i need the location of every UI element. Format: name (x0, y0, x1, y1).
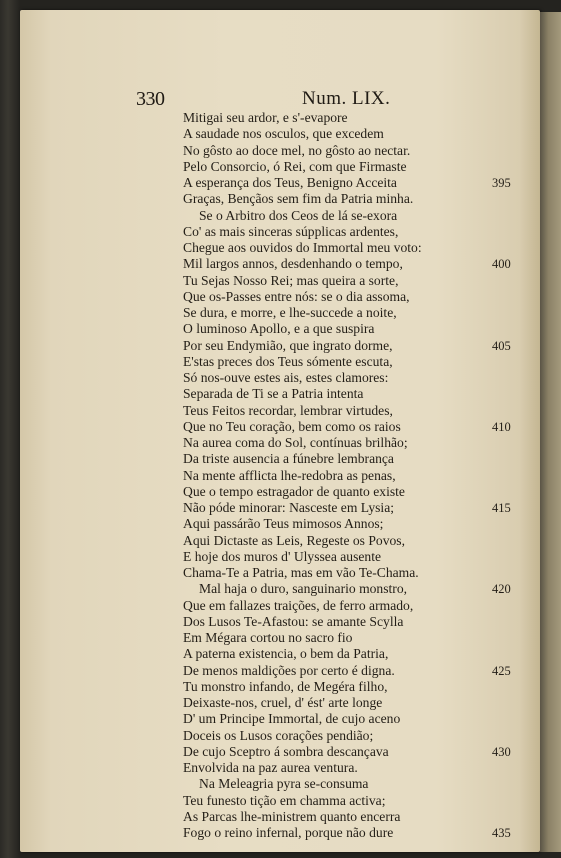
verse-line: Chama-Te a Patria, mas em vão Te-Chama. (183, 565, 419, 580)
verse-line-number: 400 (492, 257, 511, 272)
verse-line: Se o Arbitro dos Ceos de lá se-exora (199, 207, 398, 223)
verse-line: Tu Sejas Nosso Rei; mas queira a sorte, (183, 272, 399, 288)
verse-line: Em Mégara cortou no sacro fio (183, 630, 353, 645)
verse-line-number: 395 (492, 176, 511, 190)
verse-line-number: 405 (492, 338, 511, 353)
verse-line: D' um Principe Immortal, de cujo aceno (183, 711, 401, 727)
verse-line: As Parcas lhe-ministrem quanto encerra (183, 808, 401, 824)
verse-line: Na Meleagria pyra se-consuma (199, 776, 369, 792)
verse-line: Doceis os Lusos corações pendião; (183, 727, 374, 743)
verse-line: Mitigai seu ardor, e s'-evapore (183, 110, 348, 125)
page-number: 330 (136, 88, 165, 110)
verse-line: Só nos-ouve estes ais, estes clamores: (183, 370, 389, 385)
verse-line: De menos maldições por certo é digna. (183, 662, 395, 678)
verse-line: A saudade nos osculos, que excedem (183, 126, 384, 142)
adjacent-page-edge (540, 12, 561, 852)
verse-line: Que os-Passes entre nós: se o dia assoma, (183, 288, 410, 304)
verse-line: Envolvida na paz aurea ventura. (183, 760, 358, 775)
verse-line: Tu monstro infando, de Megéra filho, (183, 678, 388, 694)
verse-line: Graças, Bençãos sem fim da Patria minha. (183, 191, 414, 207)
verse-line: Pelo Consorcio, ó Rei, com que Firmaste (183, 158, 407, 174)
verse-line: Co' as mais sinceras súpplicas ardentes, (183, 223, 399, 239)
verse-line: Na mente afflicta lhe-redobra as penas, (183, 467, 396, 483)
verse-line: O luminoso Apollo, e a que suspira (183, 321, 375, 337)
verse-line: Separada de Ti se a Patria intenta (183, 386, 364, 402)
verse-line: E'stas preces dos Teus sómente escuta, (183, 353, 393, 369)
verse-line: Mil largos annos, desdenhando o tempo, (183, 256, 403, 272)
verse-line: Da triste ausencia a fúnebre lembrança (183, 451, 394, 467)
verse-line: Deixaste-nos, cruel, d' ést' arte longe (183, 695, 383, 710)
verse-line-number: 420 (492, 582, 511, 597)
verse-line: De cujo Sceptro á sombra descançava (183, 743, 389, 759)
verse-line: Aqui Dictaste as Leis, Regeste os Povos, (183, 532, 406, 548)
verse-line: Teu funesto tição em chamma activa; (183, 792, 386, 808)
verse-line-number: 430 (492, 744, 511, 759)
verse-line: A esperança dos Teus, Benigno Acceita (183, 175, 397, 190)
verse-line: Que em fallazes traições, de ferro armado, (183, 597, 414, 613)
verse-line: Se dura, e morre, e lhe-succede a noite, (183, 305, 397, 320)
page-header (20, 88, 540, 112)
verse-line-number: 415 (492, 501, 511, 515)
verse-line-number: 410 (492, 419, 511, 434)
verse-line: Que o tempo estragador de quanto existe (183, 483, 405, 499)
page-title: Num. LIX. (302, 88, 391, 109)
verse-line: Que no Teu coração, bem como os raios (183, 418, 401, 434)
verse-line: Não póde minorar: Nasceste em Lysia; (183, 500, 395, 515)
verse-line: A paterna existencia, o bem da Patria, (183, 646, 389, 662)
verse-line: Na aurea coma do Sol, contínuas brilhão; (183, 435, 408, 450)
verse-line: No gôsto ao doce mel, no gôsto ao nectar. (183, 142, 411, 158)
verse-line: Fogo o reino infernal, porque não dure (183, 825, 394, 840)
verse-line-number: 425 (492, 663, 511, 678)
verse-line: Mal haja o duro, sanguinario monstro, (199, 581, 408, 597)
poem-body (183, 110, 473, 841)
verse-line: Dos Lusos Te-Afastou: se amante Scylla (183, 613, 404, 629)
verse-line: Aqui passárão Teus mimosos Annos; (183, 516, 384, 532)
verse-line: Chegue aos ouvidos do Immortal meu voto: (183, 240, 422, 255)
verse-line-number: 435 (492, 826, 511, 840)
verse-line: E hoje dos muros d' Ulyssea ausente (183, 548, 382, 564)
verse-line: Teus Feitos recordar, lembrar virtudes, (183, 402, 393, 418)
verse-line: Por seu Endymião, que ingrato dorme, (183, 337, 393, 353)
